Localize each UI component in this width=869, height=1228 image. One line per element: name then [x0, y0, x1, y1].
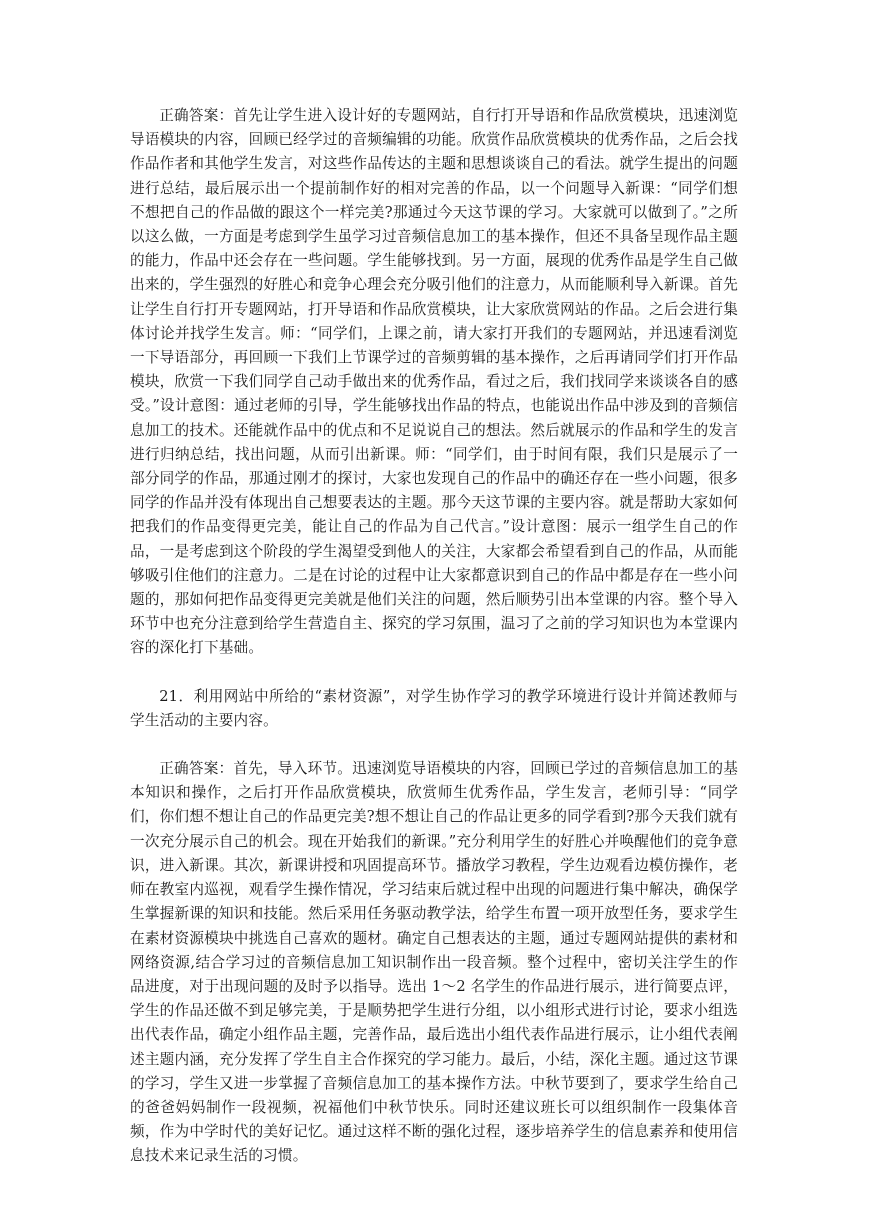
- document-page: [130, 104, 738, 1169]
- paragraph-spacer: [130, 661, 738, 685]
- answer-paragraph-1: 正确答案：首先让学生进入设计好的专题网站，自行打开导语和作品欣赏模块，迅速浏览导语模块的内容，回顾已经学过的音频编辑的功能。欣赏作品欣赏模块的优秀作品，之后会找作品作者和其他学生发言，对这些作品传达的主题和思想谈谈自己的看法。就学生提出的问题进行总结，最后展示出一个提前制作好的相对完善的作品，以一个问题导入新课：“同学们想不想把自己的作品做的跟这个一样完美?那通过今天这节课的学习。大家就可以做到了。”之所以这么做，一方面是考虑到学生虽学习过音频信息加工的基本操作，但还不具备呈现作品主题的能力，作品中还会存在一些问题。学生能够找到。另一方面，展现的优秀作品是学生自己做出来的，学生强烈的好胜心和竞争心理会充分吸引他们的注意力，从而能顺利导入新课。首先让学生自行打开专题网站，打开导语和作品欣赏模块，让大家欣赏网站的作品。之后会进行集体讨论并找学生发言。师：“同学们，上课之前，请大家打开我们的专题网站，并迅速看浏览一下导语部分，再回顾一下我们上节课学过的音频剪辑的基本操作，之后再请同学们打开作品模块，欣赏一下我们同学自己动手做出来的优秀作品，看过之后，我们找同学来谈谈各自的感受。”设计意图：通过老师的引导，学生能够找出作品的特点，也能说出作品中涉及到的音频信息加工的技术。还能就作品中的优点和不足说说自己的想法。然后就展示的作品和学生的发言进行归纳总结，找出问题，从而引出新课。师：“同学们，由于时间有限，我们只是展示了一部分同学的作品，那通过刚才的探讨，大家也发现自己的作品中的确还存在一些小问题，很多同学的作品并没有体现出自己想要表达的主题。那今天这节课的主要内容。就是帮助大家如何把我们的作品变得更完美，能让自己的作品为自己代言。”设计意图：展示一组学生自己的作品，一是考虑到这个阶段的学生渴望受到他人的关注，大家都会希望看到自己的作品，从而能够吸引住他们的注意力。二是在讨论的过程中让大家都意识到自己的作品中都是存在一些小问题的，那如何把作品变得更完美就是他们关注的问题，然后顺势引出本堂课的内容。整个导入环节中也充分注意到给学生营造自主、探究的学习氛围，温习了之前的学习知识也为本堂课内容的深化打下基础。: [130, 107, 738, 657]
- question-21: 21．利用网站中所给的“素材资源”，对学生协作学习的教学环境进行设计并简述教师与学生活动的主要内容。: [130, 687, 738, 729]
- answer-paragraph-2: 正确答案：首先，导入环节。迅速浏览导语模块的内容，回顾已学过的音频信息加工的基本知识和操作，之后打开作品欣赏模块，欣赏师生优秀作品，学生发言，老师引导：“同学们，你们想不想让自己的作品更完美?想不想让自己的作品让更多的同学看到?那今天我们就有一次充分展示自己的机会。现在开始我们的新课。”充分利用学生的好胜心并唤醒他们的竞争意识，进入新课。其次，新课讲授和巩固提高环节。播放学习教程，学生边观看边模仿操作，老师在教室内巡视，观看学生操作情况，学习结束后就过程中出现的问题进行集中解决，确保学生掌握新课的知识和技能。然后采用任务驱动教学法，给学生布置一项开放型任务，要求学生在素材资源模块中挑选自己喜欢的题材。确定自己想表达的主题，通过专题网站提供的素材和网络资源,结合学习过的音频信息加工知识制作出一段音频。整个过程中，密切关注学生的作品进度，对于出现问题的及时予以指导。选出 1～2 名学生的作品进行展示，进行简要点评，学生的作品还做不到足够完美，于是顺势把学生进行分组，以小组形式进行讨论，要求小组选出代表作品，确定小组作品主题，完善作品，最后选出小组代表作品进行展示，让小组代表阐述主题内涵，充分发挥了学生自主合作探究的学习能力。最后，小结，深化主题。通过这节课的学习，学生又进一步掌握了音频信息加工的基本操作方法。中秋节要到了，要求学生给自己的爸爸妈妈制作一段视频，祝福他们中秋节快乐。同时还建议班长可以组织制作一段集体音频，作为中学时代的美好记忆。通过这样不断的强化过程，逐步培养学生的信息素养和使用信息技术来记录生活的习惯。: [130, 760, 738, 1165]
- paragraph-spacer: [130, 733, 738, 757]
